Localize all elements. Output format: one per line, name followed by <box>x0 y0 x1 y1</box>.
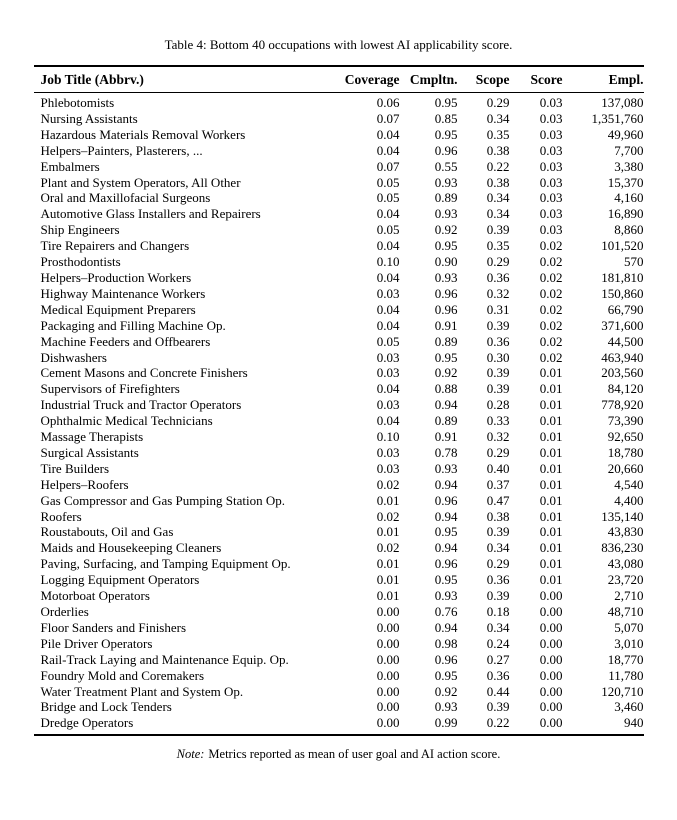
metric-cell: 0.29 <box>486 444 510 460</box>
metric-cell: 4,160 <box>614 190 644 206</box>
metric-cell: 0.95 <box>434 524 458 540</box>
metric-cell: 0.00 <box>376 604 400 619</box>
metric-cell: 0.02 <box>376 508 400 524</box>
job-title-cell: Ship Engineers <box>40 222 120 238</box>
job-title-cell: Roofers <box>40 508 82 524</box>
job-title-cell: Surgical Assistants <box>40 444 139 460</box>
job-title-cell: Helpers–Painters, Plasterers, ... <box>40 142 203 158</box>
metric-cell: 0.38 <box>486 174 510 190</box>
job-title-cell: Logging Equipment Operators <box>40 572 200 588</box>
metric-cell: 0.94 <box>434 540 458 556</box>
job-title-cell: Medical Equipment Preparers <box>40 301 196 317</box>
metric-cell: 0.95 <box>434 238 458 254</box>
metric-cell: 49,960 <box>607 126 644 142</box>
job-title-cell: Ophthalmic Medical Technicians <box>40 413 213 429</box>
job-title-cell: Cement Masons and Concrete Finishers <box>40 365 248 381</box>
metric-cell: 0.02 <box>539 285 563 301</box>
table-row <box>34 302 644 318</box>
metric-cell: 44,500 <box>607 333 644 349</box>
table-row <box>34 461 644 477</box>
metric-cell: 0.35 <box>486 126 510 142</box>
table-row <box>34 286 644 302</box>
job-title-cell: Helpers–Production Workers <box>40 269 192 285</box>
table-row <box>34 397 644 413</box>
job-title-cell: Pile Driver Operators <box>40 635 153 651</box>
metric-cell: 0.00 <box>539 619 563 635</box>
metric-cell: 0.93 <box>434 460 458 476</box>
metric-cell: 1,351,760 <box>591 110 644 126</box>
metric-cell: 0.89 <box>434 333 458 349</box>
job-title-cell: Massage Therapists <box>40 429 144 445</box>
column-header-score: Score <box>510 66 563 93</box>
metric-cell: 0.36 <box>486 269 510 285</box>
metric-cell: 0.39 <box>486 381 510 397</box>
metric-cell: 3,460 <box>614 699 644 715</box>
job-title-cell: Plant and System Operators, All Other <box>40 174 241 190</box>
metric-cell: 0.05 <box>376 174 400 190</box>
metric-cell: 4,400 <box>614 492 644 508</box>
metric-cell: 0.29 <box>486 254 510 270</box>
metric-cell: 0.03 <box>376 285 400 301</box>
job-title-cell: Floor Sanders and Finishers <box>40 619 187 635</box>
metric-cell: 0.05 <box>376 333 400 349</box>
metric-cell: 92,650 <box>607 429 644 445</box>
metric-cell: 0.06 <box>376 95 400 110</box>
metric-cell: 0.04 <box>376 301 400 317</box>
metric-cell: 0.04 <box>376 206 400 222</box>
metric-cell: 0.07 <box>376 158 400 174</box>
metric-cell: 0.00 <box>539 715 563 731</box>
metric-cell: 0.00 <box>539 667 563 683</box>
metric-cell: 0.04 <box>376 317 400 333</box>
metric-cell: 0.36 <box>486 572 510 588</box>
metric-cell: 0.37 <box>486 476 510 492</box>
metric-cell: 0.55 <box>434 158 458 174</box>
table-row <box>34 445 644 461</box>
metric-cell: 0.88 <box>434 381 458 397</box>
metric-cell: 0.02 <box>539 254 563 270</box>
metric-cell: 0.01 <box>376 524 400 540</box>
table-row <box>34 381 644 397</box>
metric-cell: 0.02 <box>376 476 400 492</box>
metric-cell: 836,230 <box>601 540 644 556</box>
metric-cell: 0.03 <box>539 222 563 238</box>
job-title-cell: Orderlies <box>40 604 89 619</box>
metric-cell: 0.40 <box>486 460 510 476</box>
note-text: Metrics reported as mean of user goal and AI action score. <box>208 747 501 762</box>
table-row <box>34 270 644 286</box>
metric-cell: 0.29 <box>486 95 510 110</box>
metric-cell: 0.92 <box>434 683 458 699</box>
job-title-cell: Paving, Surfacing, and Tamping Equipment Op. <box>40 556 291 572</box>
table-row <box>34 684 644 700</box>
metric-cell: 15,370 <box>607 174 644 190</box>
metric-cell: 0.00 <box>376 651 400 667</box>
metric-cell: 0.00 <box>539 588 563 604</box>
metric-cell: 181,810 <box>601 269 644 285</box>
metric-cell: 0.01 <box>539 492 563 508</box>
metric-cell: 0.05 <box>376 190 400 206</box>
job-title-cell: Foundry Mold and Coremakers <box>40 667 205 683</box>
table-row <box>34 334 644 350</box>
metric-cell: 0.03 <box>376 365 400 381</box>
metric-cell: 43,830 <box>607 524 644 540</box>
metric-cell: 18,770 <box>607 651 644 667</box>
metric-cell: 463,940 <box>601 349 644 365</box>
metric-cell: 0.36 <box>486 667 510 683</box>
metric-cell: 0.22 <box>486 715 510 731</box>
metric-cell: 0.01 <box>539 556 563 572</box>
job-title-cell: Dishwashers <box>40 349 107 365</box>
table-row <box>34 93 644 111</box>
metric-cell: 0.03 <box>539 126 563 142</box>
job-title-cell: Automotive Glass Installers and Repairers <box>40 206 261 222</box>
metric-cell: 0.03 <box>539 110 563 126</box>
column-header-scope: Scope <box>458 66 510 93</box>
metric-cell: 0.04 <box>376 269 400 285</box>
metric-cell: 0.18 <box>486 604 510 619</box>
job-title-cell: Water Treatment Plant and System Op. <box>40 683 244 699</box>
metric-cell: 23,720 <box>607 572 644 588</box>
table-row <box>34 365 644 381</box>
metric-cell: 0.24 <box>486 635 510 651</box>
metric-cell: 0.02 <box>539 349 563 365</box>
table-row <box>34 111 644 127</box>
metric-cell: 0.96 <box>434 492 458 508</box>
column-header-cmpltn: Cmpltn. <box>400 66 458 93</box>
metric-cell: 43,080 <box>607 556 644 572</box>
metric-cell: 0.01 <box>539 476 563 492</box>
job-title-cell: Gas Compressor and Gas Pumping Station Op. <box>40 492 285 508</box>
metric-cell: 0.78 <box>434 444 458 460</box>
metric-cell: 0.94 <box>434 397 458 413</box>
table-row <box>34 652 644 668</box>
metric-cell: 0.95 <box>434 349 458 365</box>
metric-cell: 0.01 <box>539 413 563 429</box>
metric-cell: 18,780 <box>607 444 644 460</box>
metric-cell: 0.01 <box>539 381 563 397</box>
metric-cell: 0.92 <box>434 222 458 238</box>
metric-cell: 0.01 <box>376 572 400 588</box>
metric-cell: 0.89 <box>434 413 458 429</box>
table-row <box>34 350 644 366</box>
metric-cell: 0.00 <box>376 699 400 715</box>
table-row <box>34 509 644 525</box>
metric-cell: 0.01 <box>539 444 563 460</box>
table-row <box>34 143 644 159</box>
metric-cell: 0.95 <box>434 667 458 683</box>
table-row <box>34 524 644 540</box>
table-row <box>34 413 644 429</box>
metric-cell: 0.03 <box>376 460 400 476</box>
note-label: Note: <box>176 747 205 762</box>
table-row <box>34 540 644 556</box>
metric-cell: 0.00 <box>376 667 400 683</box>
metric-cell: 0.04 <box>376 381 400 397</box>
metric-cell: 0.96 <box>434 142 458 158</box>
table-row <box>34 318 644 334</box>
metric-cell: 0.04 <box>376 126 400 142</box>
metric-cell: 3,380 <box>614 158 644 174</box>
table-caption: Table 4: Bottom 40 occupations with lowest AI applicability score. <box>164 37 513 52</box>
metric-cell: 0.00 <box>539 635 563 651</box>
metric-cell: 0.02 <box>376 540 400 556</box>
metric-cell: 137,080 <box>601 95 644 110</box>
job-title-cell: Machine Feeders and Offbearers <box>40 333 211 349</box>
metric-cell: 0.22 <box>486 158 510 174</box>
metric-cell: 0.31 <box>486 301 510 317</box>
metric-cell: 0.02 <box>539 269 563 285</box>
metric-cell: 0.76 <box>434 604 458 619</box>
metric-cell: 0.94 <box>434 619 458 635</box>
metric-cell: 5,070 <box>614 619 644 635</box>
metric-cell: 0.01 <box>376 588 400 604</box>
metric-cell: 0.95 <box>434 572 458 588</box>
table-row <box>34 668 644 684</box>
metric-cell: 0.39 <box>486 317 510 333</box>
metric-cell: 0.00 <box>539 604 563 619</box>
job-title-cell: Tire Builders <box>40 460 109 476</box>
metric-cell: 0.27 <box>486 651 510 667</box>
table-header-row <box>34 66 644 93</box>
job-title-cell: Supervisors of Firefighters <box>40 381 180 397</box>
metric-cell: 0.95 <box>434 95 458 110</box>
metric-cell: 940 <box>624 715 644 731</box>
metric-cell: 0.96 <box>434 651 458 667</box>
metric-cell: 0.03 <box>539 158 563 174</box>
job-title-cell: Prosthodontists <box>40 254 121 270</box>
table-row <box>34 604 644 620</box>
job-title-cell: Dredge Operators <box>40 715 134 731</box>
metric-cell: 0.01 <box>539 508 563 524</box>
table-row <box>34 429 644 445</box>
metric-cell: 150,860 <box>601 285 644 301</box>
table-row <box>34 190 644 206</box>
job-title-cell: Hazardous Materials Removal Workers <box>40 126 246 142</box>
metric-cell: 0.32 <box>486 285 510 301</box>
metric-cell: 0.99 <box>434 715 458 731</box>
metric-cell: 0.03 <box>539 190 563 206</box>
job-title-cell: Maids and Housekeeping Cleaners <box>40 540 222 556</box>
metric-cell: 2,710 <box>614 588 644 604</box>
metric-cell: 0.44 <box>486 683 510 699</box>
metric-cell: 66,790 <box>607 301 644 317</box>
metric-cell: 0.01 <box>376 492 400 508</box>
metric-cell: 0.39 <box>486 524 510 540</box>
metric-cell: 0.38 <box>486 142 510 158</box>
metric-cell: 0.29 <box>486 556 510 572</box>
metric-cell: 0.96 <box>434 301 458 317</box>
metric-cell: 0.10 <box>376 429 400 445</box>
column-header-job-title: Job Title (Abbrv.) <box>34 66 332 93</box>
table-row <box>34 238 644 254</box>
metric-cell: 120,710 <box>601 683 644 699</box>
table-row <box>34 556 644 572</box>
metric-cell: 11,780 <box>608 667 644 683</box>
job-title-cell: Industrial Truck and Tractor Operators <box>40 397 242 413</box>
metric-cell: 0.00 <box>539 651 563 667</box>
metric-cell: 4,540 <box>614 476 644 492</box>
metric-cell: 0.01 <box>539 397 563 413</box>
table-row <box>34 588 644 604</box>
metric-cell: 48,710 <box>607 604 644 619</box>
metric-cell: 0.35 <box>486 238 510 254</box>
metric-cell: 0.93 <box>434 206 458 222</box>
table-body <box>34 93 644 736</box>
metric-cell: 0.02 <box>539 238 563 254</box>
metric-cell: 0.00 <box>376 683 400 699</box>
metric-cell: 778,920 <box>601 397 644 413</box>
metric-cell: 0.92 <box>434 365 458 381</box>
metric-cell: 0.98 <box>434 635 458 651</box>
metric-cell: 16,890 <box>607 206 644 222</box>
metric-cell: 135,140 <box>601 508 644 524</box>
metric-cell: 0.02 <box>539 333 563 349</box>
table-row <box>34 222 644 238</box>
metric-cell: 20,660 <box>607 460 644 476</box>
column-header-coverage: Coverage <box>332 66 400 93</box>
metric-cell: 203,560 <box>601 365 644 381</box>
metric-cell: 0.32 <box>486 429 510 445</box>
job-title-cell: Phlebotomists <box>40 95 115 110</box>
metric-cell: 0.03 <box>539 95 563 110</box>
metric-cell: 0.34 <box>486 190 510 206</box>
table-row <box>34 477 644 493</box>
metric-cell: 0.47 <box>486 492 510 508</box>
metric-cell: 0.34 <box>486 540 510 556</box>
occupations-table <box>34 65 644 736</box>
table-row <box>34 127 644 143</box>
metric-cell: 0.00 <box>539 699 563 715</box>
table-row <box>34 636 644 652</box>
metric-cell: 0.95 <box>434 126 458 142</box>
metric-cell: 0.00 <box>376 715 400 731</box>
metric-cell: 0.01 <box>539 572 563 588</box>
metric-cell: 0.34 <box>486 619 510 635</box>
metric-cell: 0.03 <box>376 444 400 460</box>
metric-cell: 0.94 <box>434 476 458 492</box>
metric-cell: 0.96 <box>434 285 458 301</box>
metric-cell: 0.01 <box>539 365 563 381</box>
metric-cell: 0.02 <box>539 317 563 333</box>
job-title-cell: Bridge and Lock Tenders <box>40 699 172 715</box>
metric-cell: 0.33 <box>486 413 510 429</box>
table-row <box>34 493 644 509</box>
metric-cell: 0.85 <box>434 110 458 126</box>
metric-cell: 0.03 <box>539 206 563 222</box>
metric-cell: 0.03 <box>539 174 563 190</box>
metric-cell: 0.38 <box>486 508 510 524</box>
job-title-cell: Helpers–Roofers <box>40 476 129 492</box>
metric-cell: 0.04 <box>376 238 400 254</box>
metric-cell: 0.39 <box>486 699 510 715</box>
metric-cell: 3,010 <box>614 635 644 651</box>
table-row <box>34 159 644 175</box>
metric-cell: 0.91 <box>434 317 458 333</box>
metric-cell: 0.04 <box>376 413 400 429</box>
job-title-cell: Embalmers <box>40 158 100 174</box>
metric-cell: 0.01 <box>539 540 563 556</box>
metric-cell: 84,120 <box>607 381 644 397</box>
table-note <box>0 747 677 762</box>
metric-cell: 8,860 <box>614 222 644 238</box>
metric-cell: 0.91 <box>434 429 458 445</box>
metric-cell: 0.01 <box>539 429 563 445</box>
table-row <box>34 699 644 715</box>
table-row <box>34 175 644 191</box>
metric-cell: 371,600 <box>601 317 644 333</box>
job-title-cell: Oral and Maxillofacial Surgeons <box>40 190 211 206</box>
paper-page <box>0 37 677 762</box>
table-row <box>34 715 644 735</box>
metric-cell: 0.93 <box>434 699 458 715</box>
metric-cell: 0.01 <box>539 460 563 476</box>
metric-cell: 0.04 <box>376 142 400 158</box>
job-title-cell: Nursing Assistants <box>40 110 138 126</box>
metric-cell: 0.01 <box>376 556 400 572</box>
metric-cell: 0.00 <box>539 683 563 699</box>
metric-cell: 0.00 <box>376 635 400 651</box>
table-row <box>34 620 644 636</box>
metric-cell: 0.03 <box>376 349 400 365</box>
metric-cell: 0.96 <box>434 556 458 572</box>
metric-cell: 0.94 <box>434 508 458 524</box>
metric-cell: 0.07 <box>376 110 400 126</box>
job-title-cell: Highway Maintenance Workers <box>40 285 206 301</box>
metric-cell: 0.10 <box>376 254 400 270</box>
metric-cell: 0.00 <box>376 619 400 635</box>
metric-cell: 0.93 <box>434 269 458 285</box>
column-header-empl: Empl. <box>563 66 644 93</box>
metric-cell: 0.34 <box>486 110 510 126</box>
metric-cell: 101,520 <box>601 238 644 254</box>
metric-cell: 0.39 <box>486 365 510 381</box>
metric-cell: 73,390 <box>607 413 644 429</box>
metric-cell: 0.03 <box>376 397 400 413</box>
table-row <box>34 254 644 270</box>
metric-cell: 0.34 <box>486 206 510 222</box>
metric-cell: 0.03 <box>539 142 563 158</box>
job-title-cell: Packaging and Filling Machine Op. <box>40 317 226 333</box>
job-title-cell: Motorboat Operators <box>40 588 150 604</box>
metric-cell: 0.28 <box>486 397 510 413</box>
table-row <box>34 572 644 588</box>
job-title-cell: Tire Repairers and Changers <box>40 238 190 254</box>
metric-cell: 0.30 <box>486 349 510 365</box>
metric-cell: 0.36 <box>486 333 510 349</box>
metric-cell: 0.39 <box>486 588 510 604</box>
metric-cell: 7,700 <box>614 142 644 158</box>
metric-cell: 570 <box>624 254 644 270</box>
job-title-cell: Rail-Track Laying and Maintenance Equip. Op. <box>40 651 289 667</box>
metric-cell: 0.93 <box>434 174 458 190</box>
metric-cell: 0.93 <box>434 588 458 604</box>
metric-cell: 0.02 <box>539 301 563 317</box>
metric-cell: 0.90 <box>434 254 458 270</box>
table-row <box>34 206 644 222</box>
job-title-cell: Roustabouts, Oil and Gas <box>40 524 174 540</box>
metric-cell: 0.39 <box>486 222 510 238</box>
metric-cell: 0.01 <box>539 524 563 540</box>
metric-cell: 0.05 <box>376 222 400 238</box>
metric-cell: 0.89 <box>434 190 458 206</box>
